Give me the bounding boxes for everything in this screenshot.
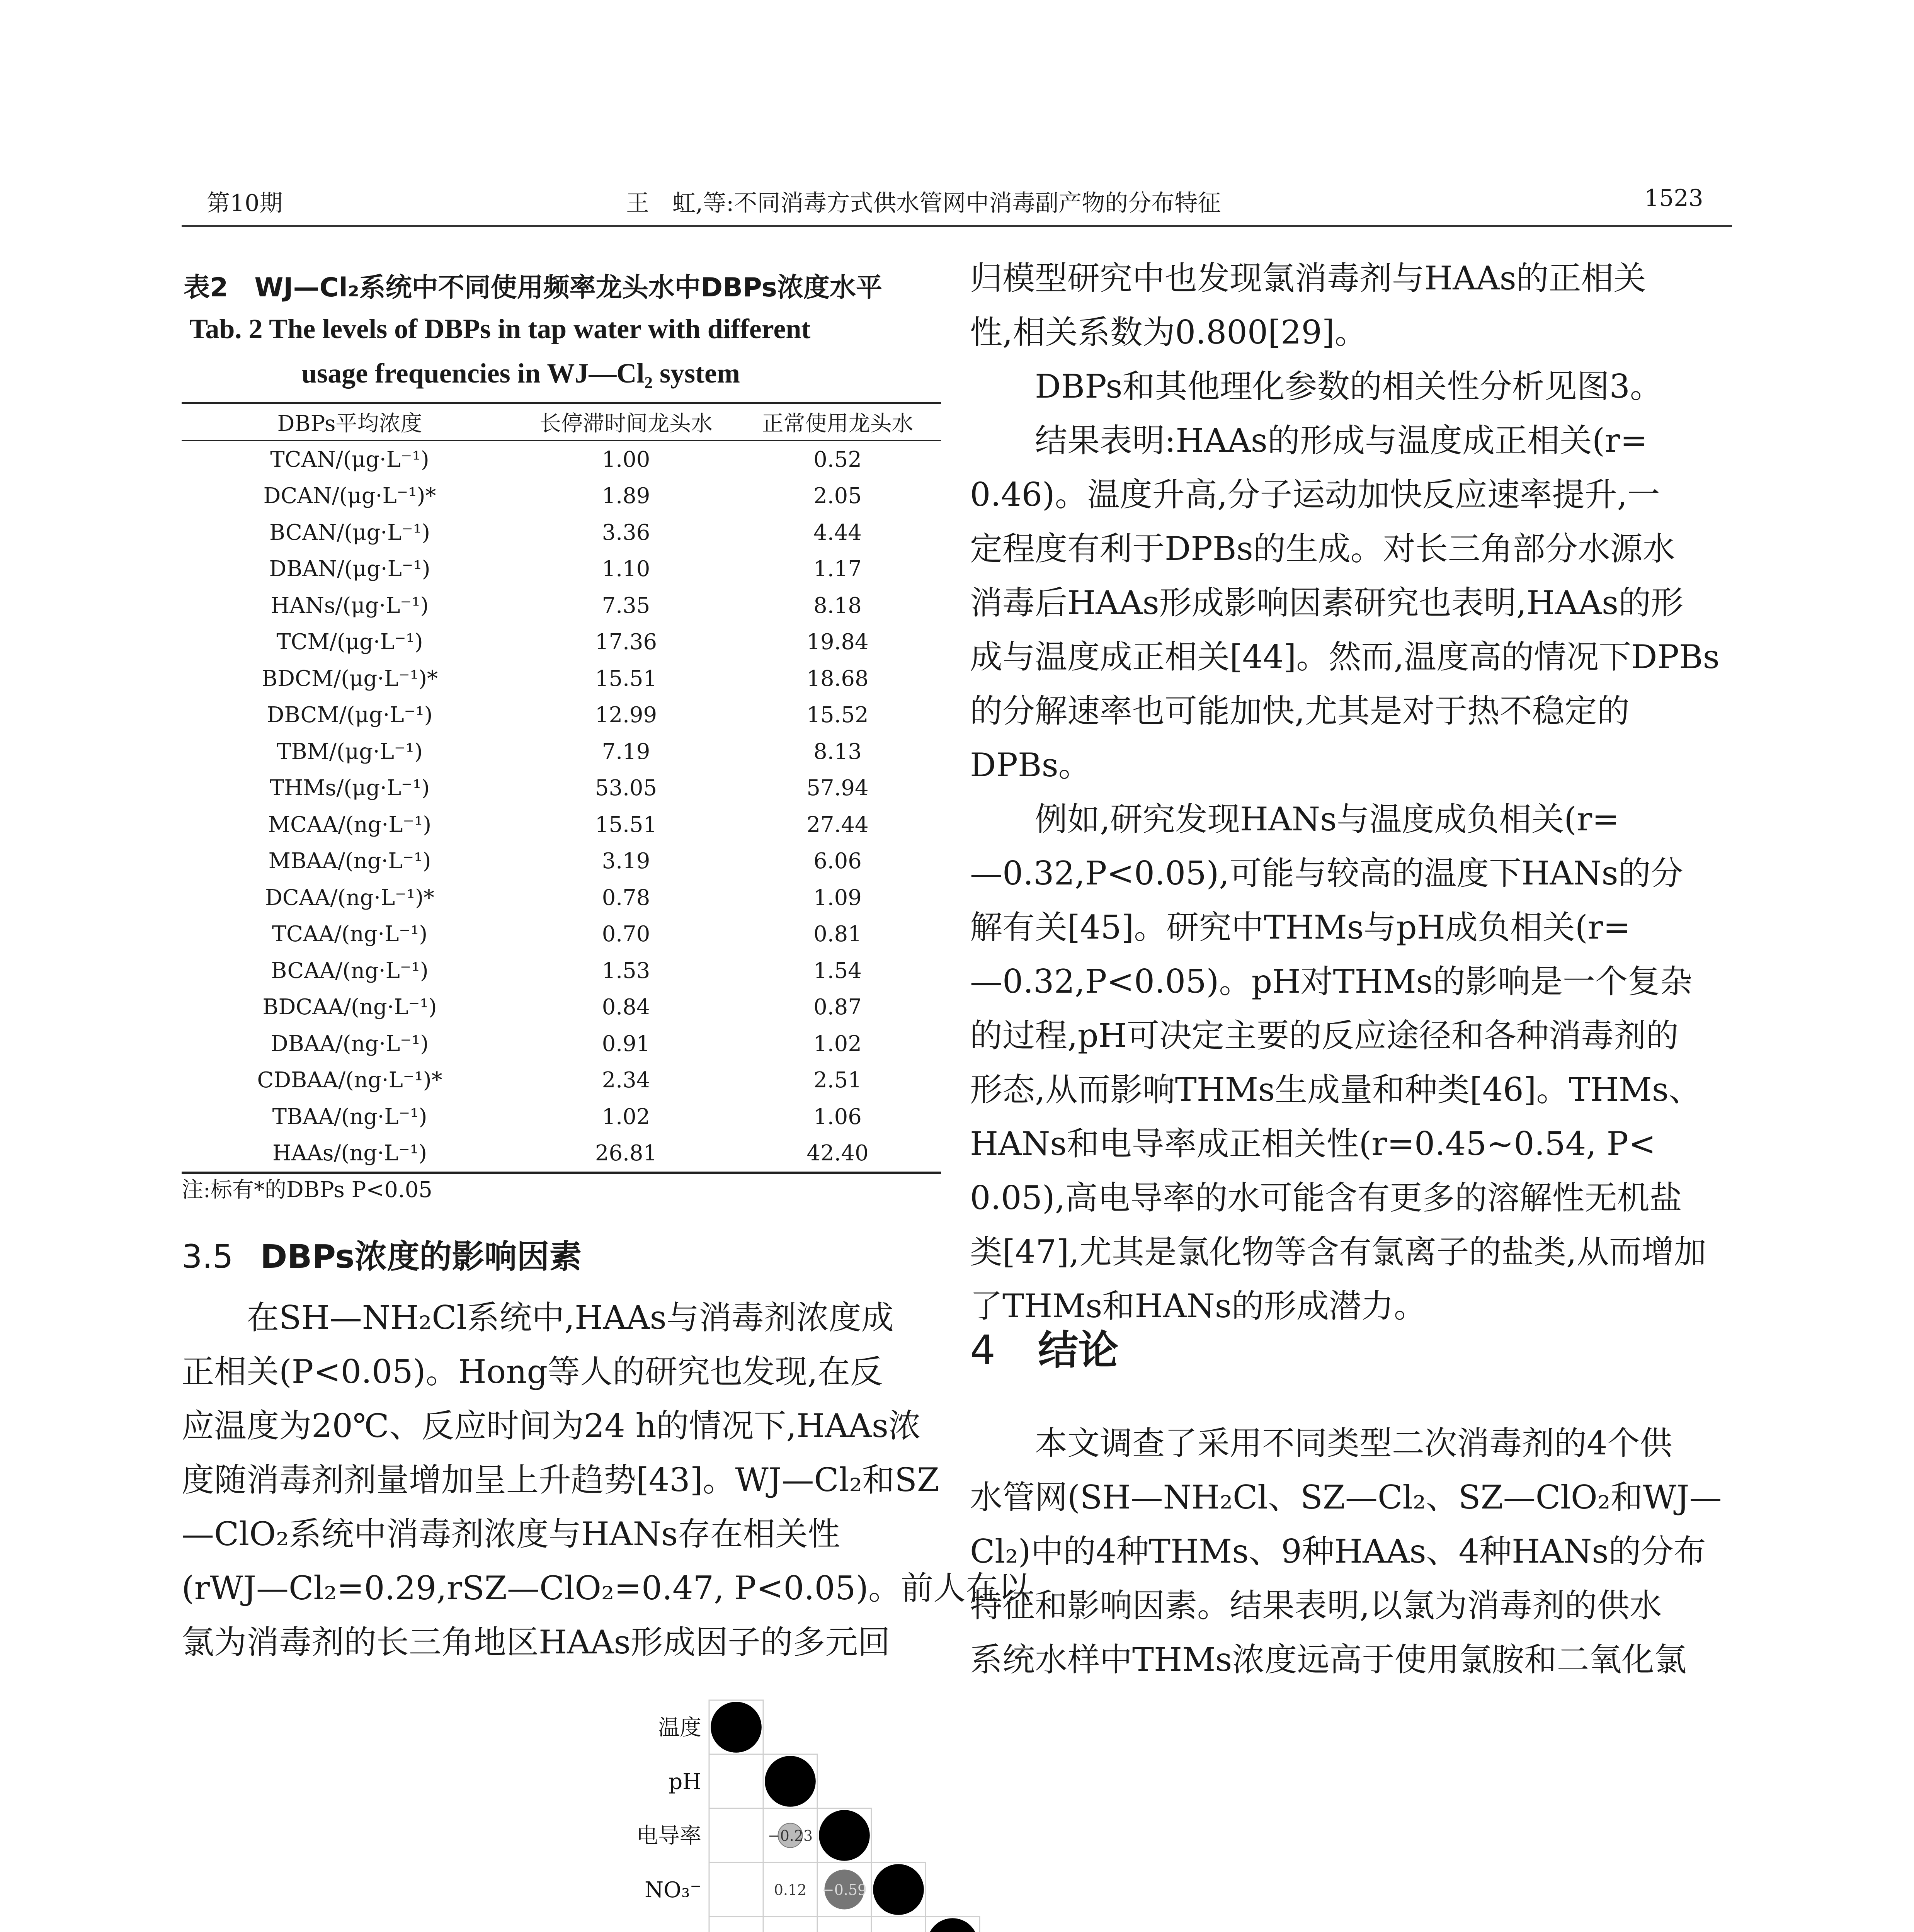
text-line: —0.32,P<0.05)。pH对THMs的影响是一个复杂 [970,963,1693,1000]
table-cell-value: 0.87 [813,995,862,1020]
text-line: —ClO₂系统中消毒剂浓度与HANs存在相关性 [182,1515,840,1553]
table-row [182,879,941,916]
table-cell-value: 0.52 [813,447,862,472]
table-cell-name: BCAN/(μg·L⁻¹) [269,520,430,545]
table-row [182,1062,941,1099]
text-line: 例如,研究发现HANs与温度成负相关(r= [1035,800,1620,838]
table-cell-value: 42.40 [734,1135,941,1173]
table-cell-value: 0.78 [602,885,650,910]
grid-cell [871,1917,926,1932]
table-cell-name: DBAA/(ng·L⁻¹) [271,1031,429,1056]
right-column-text [970,251,1732,1333]
row-label: NO₃⁻ [645,1878,701,1903]
correlation-chart [580,1692,1353,1932]
table-cell-value: 53.05 [595,776,657,801]
table-cell-name: TBM/(μg·L⁻¹) [277,739,423,764]
correlation-value-label: −0.59 [822,1881,867,1898]
table-cell-value: 3.19 [602,849,650,874]
table-row [182,587,941,624]
table-cell-value: 4.44 [813,520,862,545]
table-row [182,697,941,734]
table2-header: 长停滞时间龙头水 [518,403,734,440]
table-row [182,770,941,807]
table-row [182,989,941,1026]
table-cell-value: 27.44 [806,812,869,837]
table-cell-value: 0.81 [813,922,862,947]
table-cell-name: HANs/(μg·L⁻¹) [271,593,429,618]
page-number: 1523 [1644,185,1703,212]
table-cell-name: TCM/(μg·L⁻¹) [276,629,423,655]
table-cell-value: 7.35 [602,593,650,618]
table-row [182,624,941,661]
correlation-value-label: −0.23 [767,1827,813,1844]
table-cell-name: TCAA/(ng·L⁻¹) [272,922,428,947]
text-line: 成与温度成正相关[44]。然而,温度高的情况下DPBs [970,638,1720,676]
diagonal-circle [765,1756,816,1807]
text-line: 类[47],尤其是氯化物等含有氯离子的盐类,从而增加 [970,1233,1706,1271]
table-cell-name: TCAN/(μg·L⁻¹) [270,447,429,472]
section-number: 3.5 [182,1238,233,1276]
table-cell-name: MBAA/(ng·L⁻¹) [268,849,431,874]
text-line: 解有关[45]。研究中THMs与pH成负相关(r= [970,908,1631,946]
diagonal-circle [711,1702,762,1753]
text-line: Cl₂)中的4种THMs、9种HAAs、4种HANs的分布 [970,1532,1706,1570]
running-title: 王 虹,等:不同消毒方式供水管网中消毒副产物的分布特征 [626,190,1221,217]
text-line: 系统水样中THMs浓度远高于使用氯胺和二氧化氯 [970,1641,1687,1679]
table2-header: DBPs平均浓度 [182,403,518,440]
grid-cell [709,1917,763,1932]
text-line: 形态,从而影响THMs生成量和种类[46]。THMs、 [970,1071,1701,1109]
diagonal-circle [819,1810,870,1861]
table-cell-value: 15.51 [595,666,657,691]
text-line: —0.32,P<0.05),可能与较高的温度下HANs的分 [970,854,1683,892]
conclusion-text [970,1416,1732,1687]
text-line: 0.46)。温度升高,分子运动加快反应速率提升,一 [970,476,1660,514]
grid-cell [709,1862,763,1917]
grid-cell [709,1808,763,1862]
text-line: 水管网(SH—NH₂Cl、SZ—Cl₂、SZ—ClO₂和WJ— [970,1478,1722,1516]
table-cell-value: 2.34 [602,1068,650,1093]
issue-number: 第10期 [207,190,283,217]
section-3-5-heading [182,1231,582,1277]
table-cell-value: 8.13 [813,739,862,764]
table-cell-value: 1.17 [813,556,862,582]
table-cell-value: 1.00 [602,447,650,472]
table-cell-name: MCAA/(ng·L⁻¹) [268,812,432,837]
table-cell-value: 1.09 [813,885,862,910]
table-cell-value: 7.19 [602,739,650,764]
table-cell-value: 26.81 [518,1135,734,1173]
table-cell-name: DCAN/(μg·L⁻¹)* [263,483,436,509]
left-column-text [182,1291,1031,1669]
section-number: 4 [970,1327,996,1374]
table-cell-name: DBAN/(μg·L⁻¹) [269,556,430,582]
table-cell-value: 1.06 [813,1104,862,1129]
table-cell-value: 1.02 [813,1031,862,1056]
table-cell-value: 12.99 [595,702,657,728]
grid-cell [763,1917,817,1932]
table-row [182,916,941,953]
table-cell-value: 1.02 [602,1104,650,1129]
table-row [182,1099,941,1135]
table-row [182,806,941,843]
table2-body [182,440,941,1173]
table-cell-value: 0.91 [602,1031,650,1056]
table-cell-value: 6.06 [813,849,862,874]
table2-caption-cn: 表2 WJ—Cl₂系统中不同使用频率龙头水中DBPs浓度水平 [184,272,883,303]
text-line: 性,相关系数为0.800[29]。 [970,313,1367,351]
table-cell-value: 0.70 [602,922,650,947]
table-cell-value: 0.84 [602,995,650,1020]
text-line: 应温度为20℃、反应时间为24 h的情况下,HAAs浓 [182,1407,921,1445]
row-label: pH [669,1769,701,1794]
table-cell-value: 8.18 [813,593,862,618]
text-line: 正相关(P<0.05)。Hong等人的研究也发现,在反 [182,1353,883,1391]
table-cell-value: 1.54 [813,958,862,983]
text-line: HANs和电导率成正相关性(r=0.45~0.54, P< [970,1125,1656,1163]
text-line: 本文调查了采用不同类型二次消毒剂的4个供 [1035,1424,1672,1462]
text-line: 的分解速率也可能加快,尤其是对于热不稳定的 [970,692,1630,730]
text-line: 归模型研究中也发现氯消毒剂与HAAs的正相关 [970,259,1646,297]
table-row [182,952,941,989]
table-row [182,733,941,770]
table2-header: 正常使用龙头水 [734,403,941,440]
table-cell-name: HAAs/(ng·L⁻¹) [182,1135,518,1173]
text-line: DBPs和其他理化参数的相关性分析见图3。 [1035,367,1662,405]
table-cell-name: THMs/(μg·L⁻¹) [269,776,430,801]
table2-note: 注:标有*的DBPs P<0.05 [182,1177,432,1202]
table-cell-name: BDCM/(μg·L⁻¹)* [261,666,438,691]
text-line: 度随消毒剂剂量增加呈上升趋势[43]。WJ—Cl₂和SZ [182,1461,940,1499]
correlation-value-label: 0.12 [774,1881,807,1898]
table-cell-value: 15.51 [595,812,657,837]
table-cell-name: DBCM/(μg·L⁻¹) [267,702,433,728]
text-line: 特征和影响因素。结果表明,以氯为消毒剂的供水 [970,1587,1662,1624]
header-rule [182,225,1732,227]
grid-cell [709,1754,763,1808]
table-cell-value: 3.36 [602,520,650,545]
text-line: 0.05),高电导率的水可能含有更多的溶解性无机盐 [970,1179,1682,1217]
table-cell-value: 1.53 [602,958,650,983]
table-cell-value: 57.94 [806,776,869,801]
table-cell-name: TBAA/(ng·L⁻¹) [272,1104,427,1129]
table-cell-value: 1.89 [602,483,650,509]
section-4-heading [970,1318,1118,1376]
text-line: (rWJ—Cl₂=0.29,rSZ—ClO₂=0.47, P<0.05)。前人在以 [182,1569,1031,1607]
table2 [182,402,941,1174]
row-label: 电导率 [636,1823,701,1849]
table2-caption-en-1: Tab. 2 The levels of DBPs in tap water with different [189,313,811,344]
table-cell-value: 17.36 [595,629,657,655]
section-title: DBPs浓度的影响因素 [260,1238,582,1276]
table-cell-value: 15.52 [806,702,869,728]
text-line: 的过程,pH可决定主要的反应途径和各种消毒剂的 [970,1017,1679,1054]
table-row [182,843,941,880]
table-cell-value: 1.10 [602,556,650,582]
table-row [182,551,941,588]
text-line: 定程度有利于DPBs的生成。对长三角部分水源水 [970,530,1675,568]
table-row [182,440,941,478]
table-cell-value: 19.84 [806,629,869,655]
row-label: 温度 [658,1715,701,1740]
table-cell-name: BCAA/(ng·L⁻¹) [271,958,429,983]
text-line: 氯为消毒剂的长三角地区HAAs形成因子的多元回 [182,1623,890,1661]
text-line: 了THMs和HANs的形成潜力。 [970,1287,1426,1325]
table-row [182,514,941,551]
grid-cell [817,1917,871,1932]
diagonal-circle [873,1864,924,1915]
table-cell-name: CDBAA/(ng·L⁻¹)* [257,1068,442,1093]
table-row [182,478,941,515]
table-cell-value: 18.68 [806,666,869,691]
table2-caption-en-2: usage frequencies in WJ—Cl₂ system [301,358,740,389]
table-row [182,1135,941,1173]
section-title: 结论 [1038,1327,1119,1374]
table-cell-value: 2.05 [813,483,862,509]
table-row [182,660,941,697]
text-line: 在SH—NH₂Cl系统中,HAAs与消毒剂浓度成 [247,1299,894,1337]
table-row [182,1026,941,1062]
table-cell-name: DCAA/(ng·L⁻¹)* [265,885,435,910]
text-line: 结果表明:HAAs的形成与温度成正相关(r= [1035,422,1648,459]
table-cell-value: 2.51 [813,1068,862,1093]
table-cell-name: BDCAA/(ng·L⁻¹) [262,995,437,1020]
text-line: DPBs。 [970,746,1091,784]
diagonal-circle [927,1918,978,1932]
text-line: 消毒后HAAs形成影响因素研究也表明,HAAs的形 [970,584,1684,622]
